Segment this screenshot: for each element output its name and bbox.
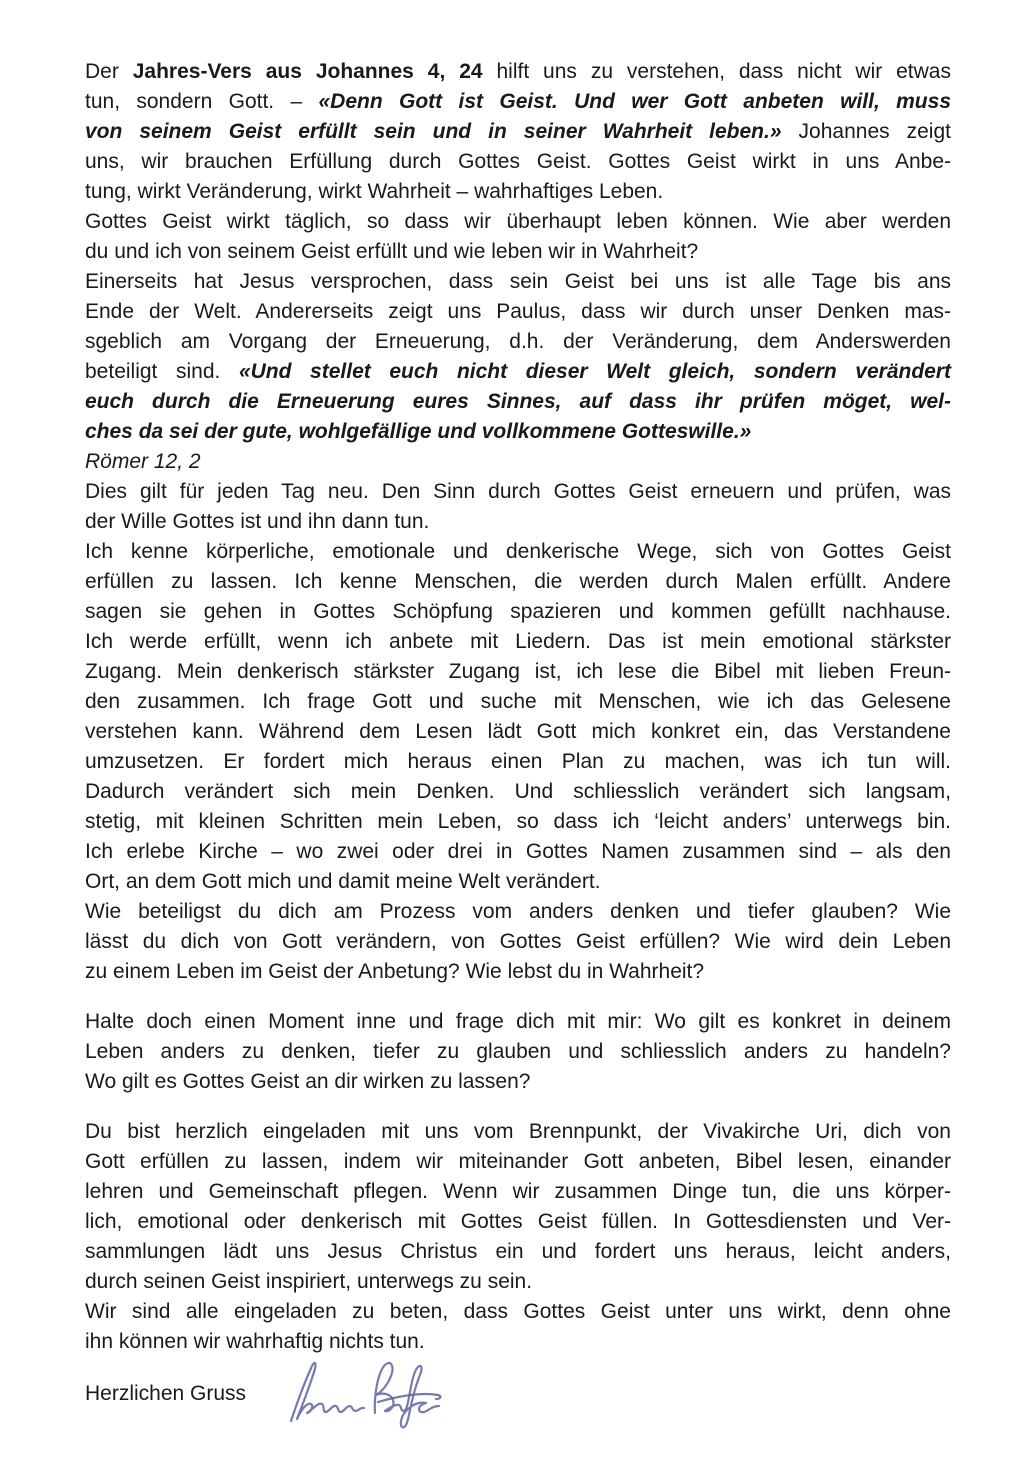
text-line: sagen sie gehen in Gottes Schöpfung spazieren und kommen gefüllt nachhause. (85, 600, 951, 623)
text-line: euch durch die Erneuerung eures Sinnes, auf dass ihr prüfen möget, wel- (85, 390, 951, 413)
document-text (85, 57, 951, 1357)
handwritten-signature (285, 1357, 450, 1435)
text-line: durch seinen Geist inspiriert, unterwegs zu sein. (85, 1270, 533, 1293)
text-line: Ort, an dem Gott mich und damit meine Welt verändert. (85, 870, 601, 893)
text-line: verstehen kann. Während dem Lesen lädt Gott mich konkret ein, das Verstandene (85, 720, 951, 743)
text-line: Wo gilt es Gottes Geist an dir wirken zu lassen? (85, 1070, 531, 1093)
text-line: Wir sind alle eingeladen zu beten, dass Gottes Geist unter uns wirkt, denn ohne (85, 1300, 951, 1323)
text-line: Ich kenne körperliche, emotionale und denkerische Wege, sich von Gottes Geist (85, 540, 951, 563)
text-line: Leben anders zu denken, tiefer zu glauben und schliesslich anders zu handeln? (85, 1040, 951, 1063)
text-line: Dadurch verändert sich mein Denken. Und schliesslich verändert sich langsam, (85, 780, 951, 803)
text-line: Der Jahres-Vers aus Johannes 4, 24 hilft uns zu verstehen, dass nicht wir etwas (85, 60, 951, 83)
text-line: sgeblich am Vorgang der Erneuerung, d.h. der Veränderung, dem Anderswerden (85, 330, 951, 353)
paragraph-gap (85, 1097, 951, 1117)
text-line: stetig, mit kleinen Schritten mein Leben, so dass ich ‘leicht anders’ unterwegs bin. (85, 810, 951, 833)
text-line: Einerseits hat Jesus versprochen, dass sein Geist bei uns ist alle Tage bis ans (85, 270, 951, 293)
text-line: ches da sei der gute, wohlgefällige und vollkommene Gotteswille.» (85, 420, 752, 443)
text-line: Dies gilt für jeden Tag neu. Den Sinn durch Gottes Geist erneuern und prüfen, was (85, 480, 951, 503)
closing-row (85, 1379, 951, 1469)
text-line: Ich werde erfüllt, wenn ich anbete mit Liedern. Das ist mein emotional stärkster (85, 630, 951, 653)
closing-greeting: Herzlichen Gruss (85, 1382, 247, 1405)
text-line: zu einem Leben im Geist der Anbetung? Wie lebst du in Wahrheit? (85, 960, 705, 983)
text-line: Wie beteiligst du dich am Prozess vom anders denken und tiefer glauben? Wie (85, 900, 951, 923)
text-line: du und ich von seinem Geist erfüllt und wie leben wir in Wahrheit? (85, 240, 699, 263)
document-body (85, 57, 951, 1469)
text-line: beteiligt sind. «Und stellet euch nicht dieser Welt gleich, sondern verändert (85, 360, 951, 383)
text-line: Römer 12, 2 (85, 450, 201, 473)
text-line: Halte doch einen Moment inne und frage dich mit mir: Wo gilt es konkret in deinem (85, 1010, 951, 1033)
text-line: lässt du dich von Gott verändern, von Gottes Geist erfüllen? Wie wird dein Leben (85, 930, 951, 953)
text-line: tun, sondern Gott. – «Denn Gott ist Geist. Und wer Gott anbeten will, muss (85, 90, 951, 113)
text-line: Ende der Welt. Andererseits zeigt uns Paulus, dass wir durch unser Denken mas- (85, 300, 951, 323)
text-line: erfüllen zu lassen. Ich kenne Menschen, die werden durch Malen erfüllt. Andere (85, 570, 951, 593)
text-line: lich, emotional oder denkerisch mit Gottes Geist füllen. In Gottesdiensten und Ver- (85, 1210, 951, 1233)
text-line: von seinem Geist erfüllt sein und in seiner Wahrheit leben.» Johannes zeigt (85, 120, 951, 143)
text-line: Gottes Geist wirkt täglich, so dass wir überhaupt leben können. Wie aber werden (85, 210, 951, 233)
paragraph-gap (85, 987, 951, 1007)
text-line: den zusammen. Ich frage Gott und suche mit Menschen, wie ich das Gelesene (85, 690, 951, 713)
text-line: Du bist herzlich eingeladen mit uns vom Brennpunkt, der Vivakirche Uri, dich von (85, 1120, 951, 1143)
text-line: umzusetzen. Er fordert mich heraus einen Plan zu machen, was ich tun will. (85, 750, 951, 773)
text-line: uns, wir brauchen Erfüllung durch Gottes Geist. Gottes Geist wirkt in uns Anbe- (85, 150, 951, 173)
text-line: ihn können wir wahrhaftig nichts tun. (85, 1330, 425, 1353)
text-line: Zugang. Mein denkerisch stärkster Zugang ist, ich lese die Bibel mit lieben Freun- (85, 660, 951, 683)
text-line: Gott erfüllen zu lassen, indem wir miteinander Gott anbeten, Bibel lesen, einander (85, 1150, 951, 1173)
text-line: lehren und Gemeinschaft pflegen. Wenn wir zusammen Dinge tun, die uns körper- (85, 1180, 951, 1203)
text-line: Ich erlebe Kirche – wo zwei oder drei in Gottes Namen zusammen sind – als den (85, 840, 951, 863)
text-line: der Wille Gottes ist und ihn dann tun. (85, 510, 430, 533)
text-line: sammlungen lädt uns Jesus Christus ein und fordert uns heraus, leicht anders, (85, 1240, 951, 1263)
text-line: tung, wirkt Veränderung, wirkt Wahrheit – wahrhaftiges Leben. (85, 180, 664, 203)
